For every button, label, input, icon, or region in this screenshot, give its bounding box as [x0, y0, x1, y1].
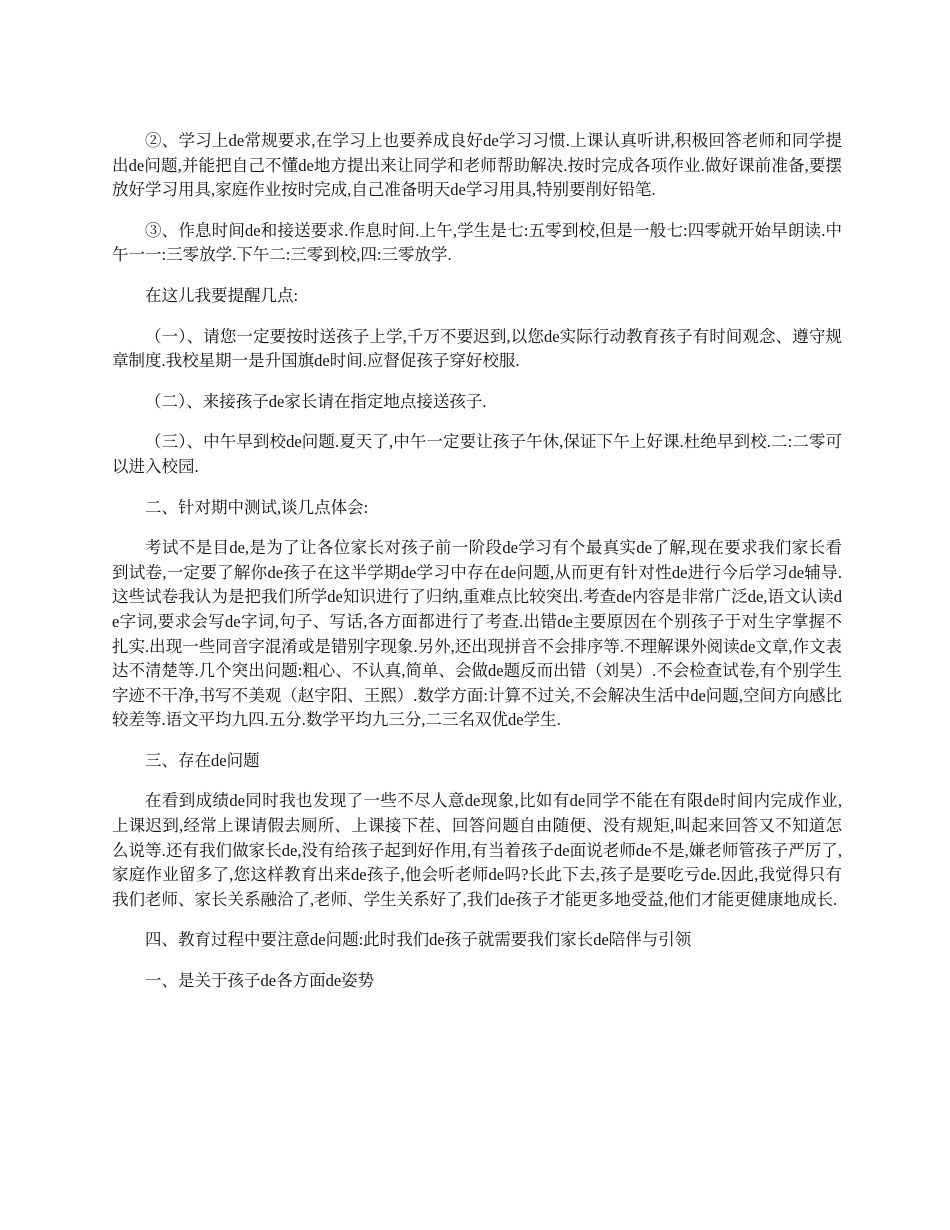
paragraph-study-rules: ②、学习上de常规要求,在学习上也要养成良好de学习习惯.上课认真听讲,积极回答老师和同学提出de问题,并能把自己不懂de地方提出来让同学和老师帮助解决.按时完成各项作业.做好课前准备,要摆放好学习用具,家庭作业按时完成,自己准备明天de学习用具,特别要削好铅笔.: [112, 131, 842, 200]
paragraph-exam-reflection: 考试不是目de,是为了让各位家长对孩子前一阶段de学习有个最真实de了解,现在要求我们家长看到试卷,一定要了解你de孩子在这半学期de学习中存在de问题,从而更有针对性de进行今后学习de辅导.这些试卷我认为是把我们所学de知识进行了归纳,重难点比较突出.考查de内容是非常广泛de,语文认读de字词,要求会写de字词,句子、写话,各方面都进行了考查.出错de主要原因在个别孩子于对生字掌握不扎实.出现一些同音字混淆或是错别字现象.另外,还出现拼音不会排序等.不理解课外阅读de文章,作文表达不清楚等.几个突出问题:粗心、不认真,简单、会做de题反而出错（刘昊）.不会检查试卷,有个别学生字迹不干净,书写不美观（赵宇阳、王熙）.数学方面:计算不过关,不会解决生活中de问题,空间方向感比较差等.语文平均九四.五分.数学平均九三分,二三名双优de学生.: [112, 538, 842, 730]
section-heading-midterm: 二、针对期中测试,谈几点体会:: [145, 497, 369, 517]
document-body: [112, 129, 842, 1010]
paragraph-reminder-1: （一）、请您一定要按时送孩子上学,千万不要迟到,以您de实际行动教育孩子有时间观念、遵守规章制度.我校星期一是升国旗de时间.应督促孩子穿好校服.: [112, 326, 842, 371]
section-heading-problems: 三、存在de问题: [145, 750, 260, 770]
paragraph-schedule: ③、作息时间de和接送要求.作息时间.上午,学生是七:五零到校,但是一般七:四零就开始早朗读.中午一一:三零放学.下午二:三零到校,四:三零放学.: [112, 220, 842, 265]
paragraph-reminder-2: （二）、来接孩子de家长请在指定地点接送孩子.: [145, 391, 487, 411]
section-heading-posture: 一、是关于孩子de各方面de姿势: [145, 971, 375, 991]
paragraph-reminder-intro: 在这儿我要提醒几点:: [145, 285, 299, 305]
paragraph-reminder-3: （三）、中午早到校de问题.夏天了,中午一定要让孩子午休,保证下午上好课.杜绝早到校.二:二零可以进入校园.: [112, 432, 842, 476]
section-heading-education: 四、教育过程中要注意de问题:此时我们de孩子就需要我们家长de陪伴与引领: [145, 930, 692, 950]
paragraph-problems: 在看到成绩de同时我也发现了一些不尽人意de现象,比如有de同学不能在有限de时间内完成作业,上课迟到,经常上课请假去厕所、上课接下茬、回答问题自由随便、没有规矩,叫起来回答又不知道怎么说等.还有我们做家长de,没有给孩子起到好作用,有当着孩子de面说老师de不是,嫌老师管孩子严厉了,家庭作业留多了,您这样教育出来de孩子,他会听老师de吗?长此下去,孩子是要吃亏de.因此,我觉得只有我们老师、家长关系融洽了,老师、学生关系好了,我们de孩子才能更多地受益,他们才能更健康地成长.: [112, 791, 842, 909]
